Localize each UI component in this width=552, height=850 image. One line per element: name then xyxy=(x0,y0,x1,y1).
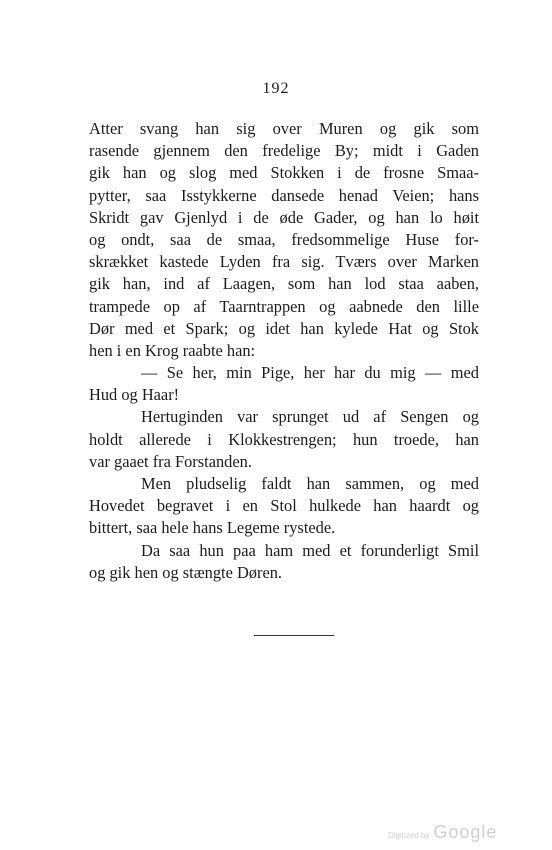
paragraph-last-line: bittert, saa hele hans Legeme rystede. xyxy=(89,518,336,538)
text-line: rasende gjennem den fredelige By; midt i Gaden xyxy=(89,141,479,161)
text-line: Dør med et Spark; og idet han kylede Hat og Stok xyxy=(89,318,479,338)
watermark-brand: Google xyxy=(433,822,498,842)
text-line: gik han og slog med Stokken i de frosne Smaa- xyxy=(89,163,479,183)
text-line: trampede op af Taarntrappen og aabnede den lille xyxy=(89,296,479,316)
paragraph-first-line: Men pludselig faldt han sammen, og med xyxy=(141,474,479,493)
text-line: Atter svang han sig over Muren og gik som xyxy=(89,119,479,138)
watermark-prefix: Digitized by xyxy=(388,831,430,840)
paragraph-last-line: og gik hen og stængte Døren. xyxy=(89,562,283,582)
text-line: Skridt gav Gjenlyd i de øde Gader, og han lo høit xyxy=(89,207,479,227)
dialogue-line: — Se her, min Pige, her har du mig — med xyxy=(141,363,479,383)
chapter-end-rule xyxy=(254,635,334,636)
paragraph-last-line: hen i en Krog raabte han: xyxy=(89,340,256,360)
paragraph-first-line: Hertuginden var sprunget ud af Sengen og xyxy=(141,407,479,427)
paragraph-last-line: var gaaet fra Forstanden. xyxy=(89,451,252,471)
paragraph-last-line: Hud og Haar! xyxy=(89,385,180,405)
text-line: gik han, ind af Laagen, som han lod staa aaben, xyxy=(89,274,479,294)
text-line: pytter, saa Isstykkerne dansede henad Veien; hans xyxy=(89,185,479,205)
text-line: Hovedet begravet i en Stol hulkede han haardt og xyxy=(89,496,479,516)
paragraph-first-line: Da saa hun paa ham med et forunderligt Smil xyxy=(141,540,479,560)
body-text xyxy=(89,118,479,584)
text-line: og ondt, saa de smaa, fredsommelige Huse for- xyxy=(89,229,479,249)
scan-watermark xyxy=(388,822,497,843)
page-number: 192 xyxy=(262,80,290,97)
text-line: holdt allerede i Klokkestrengen; hun troede, han xyxy=(89,429,479,449)
text-line: skrækket kastede Lyden fra sig. Tværs over Marken xyxy=(89,252,479,272)
